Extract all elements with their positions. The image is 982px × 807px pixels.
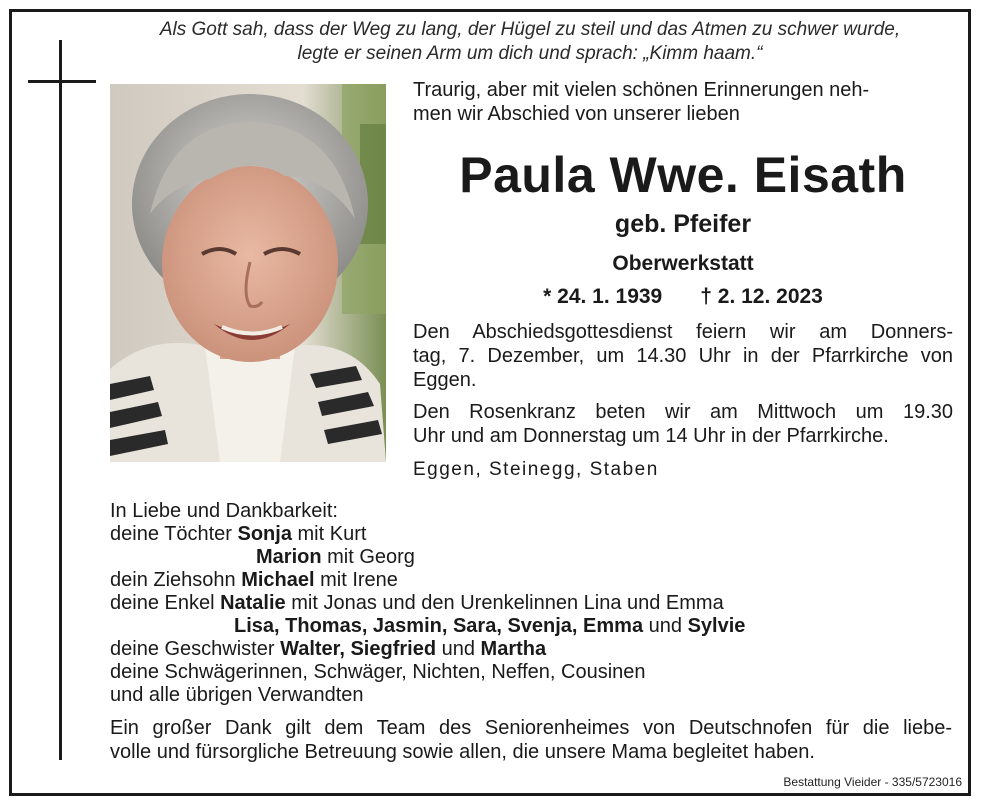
deceased-name: Paula Wwe. Eisath bbox=[459, 147, 907, 203]
family-daughters bbox=[110, 523, 960, 546]
service-line-1: Den Abschiedsgottesdienst feiern wir am Donners- bbox=[413, 321, 953, 343]
service-line-3: Eggen. bbox=[413, 369, 477, 391]
cross-icon-vertical bbox=[59, 40, 62, 760]
intro-line-2: men wir Abschied von unserer lieben bbox=[413, 103, 740, 125]
family-siblings bbox=[110, 638, 960, 661]
grandchildren-names: Lisa, Thomas, Jasmin, Sara, Svenja, Emma bbox=[234, 615, 644, 637]
foster-son-label: dein Ziehsohn bbox=[110, 569, 242, 591]
thanks-line-1: Ein großer Dank gilt dem Team des Seniorenheimes von Deutschnofen für die liebe- bbox=[110, 717, 952, 739]
portrait-photo bbox=[110, 84, 386, 462]
funeral-service-text bbox=[413, 320, 953, 392]
thanks-line-2: volle und fürsorgliche Betreuung sowie allen, die unsere Mama begleitet haben. bbox=[110, 741, 815, 763]
sibling-name: Martha bbox=[480, 638, 547, 660]
conjunction: und bbox=[436, 638, 481, 660]
family-grandchildren-2 bbox=[110, 615, 960, 638]
motto-line-2: legte er seinen Arm um dich und sprach: „Kimm haam.“ bbox=[297, 43, 763, 64]
grandchild-partner: mit Jonas und den Urenkelinnen Lina und Emma bbox=[285, 592, 724, 614]
life-dates bbox=[413, 282, 953, 312]
rosary-text bbox=[413, 400, 953, 448]
service-line-2: tag, 7. Dezember, um 14.30 Uhr in der Pfarrkirche von bbox=[413, 345, 953, 367]
motto bbox=[110, 18, 950, 66]
motto-line-1: Als Gott sah, dass der Weg zu lang, der Hügel zu steil und das Atmen zu schwer wurde, bbox=[159, 19, 901, 40]
grandchild-name: Natalie bbox=[220, 592, 286, 614]
family-others: und alle übrigen Verwandten bbox=[110, 684, 364, 706]
foster-son-partner: mit Irene bbox=[314, 569, 398, 591]
towns-line: Eggen, Steinegg, Staben bbox=[413, 459, 659, 480]
rosary-line-1: Den Rosenkranz beten wir am Mittwoch um 19.30 bbox=[413, 401, 953, 423]
family-grandchildren bbox=[110, 592, 960, 615]
home-place: Oberwerkstatt bbox=[612, 252, 754, 275]
rosary-line-2: Uhr und am Donnerstag um 14 Uhr in der Pfarrkirche. bbox=[413, 425, 889, 447]
daughters-label: deine Töchter bbox=[110, 523, 238, 545]
daughter-partner: mit Kurt bbox=[291, 523, 367, 545]
intro-line-1: Traurig, aber mit vielen schönen Erinnerungen neh- bbox=[413, 79, 870, 101]
daughter-name: Sonja bbox=[237, 523, 292, 545]
thanks-text bbox=[110, 716, 952, 764]
conjunction: und bbox=[643, 615, 688, 637]
grandchild-name: Sylvie bbox=[687, 615, 746, 637]
family-daughter-2 bbox=[110, 546, 960, 569]
family-intro: In Liebe und Dankbarkeit: bbox=[110, 500, 338, 522]
sibling-names: Walter, Siegfried bbox=[280, 638, 437, 660]
siblings-label: deine Geschwister bbox=[110, 638, 281, 660]
grandchildren-label: deine Enkel bbox=[110, 592, 221, 614]
birth-date: * 24. 1. 1939 bbox=[543, 285, 663, 308]
death-date: † 2. 12. 2023 bbox=[700, 285, 823, 308]
foster-son-name: Michael bbox=[241, 569, 315, 591]
intro-text bbox=[413, 78, 953, 126]
daughter-partner: mit Georg bbox=[321, 546, 415, 568]
funeral-home-credit: Bestattung Vieider - 335/5723016 bbox=[783, 775, 962, 789]
daughter-name: Marion bbox=[256, 546, 322, 568]
cross-icon-horizontal bbox=[28, 80, 96, 83]
family-list bbox=[110, 500, 960, 707]
birth-name: geb. Pfeifer bbox=[614, 210, 752, 238]
family-inlaws: deine Schwägerinnen, Schwäger, Nichten, Neffen, Cousinen bbox=[110, 661, 646, 683]
family-foster-son bbox=[110, 569, 960, 592]
